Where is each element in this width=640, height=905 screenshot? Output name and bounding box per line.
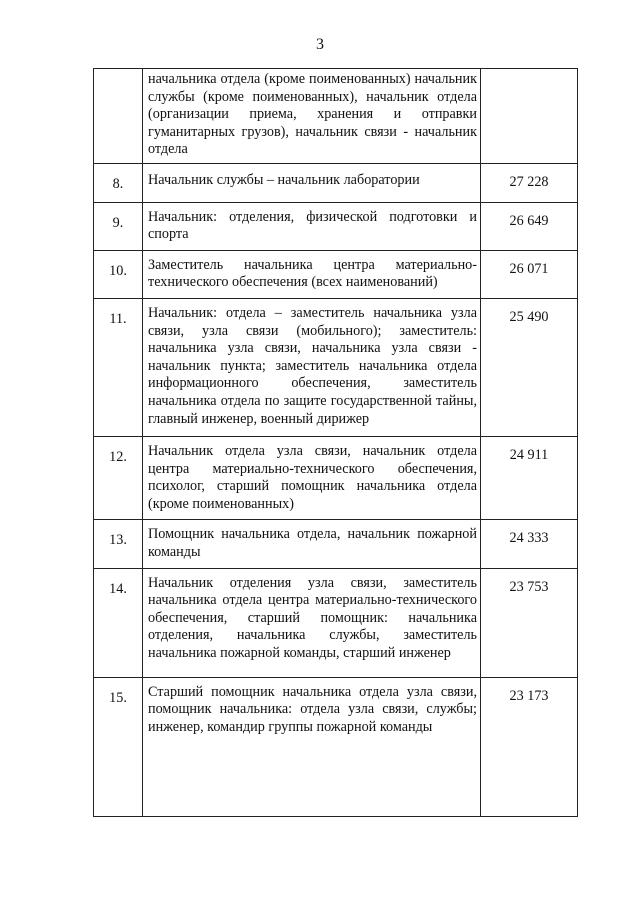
position-description: Начальник отделения узла связи, заместитель начальника отдела центра материально-технического обеспечения, старший помощник: начальника отделения, начальника службы, заместитель начальника пожарной команды, старший инженер	[143, 568, 481, 677]
salary-value: 27 228	[481, 163, 578, 202]
position-description: Начальник: отдела – заместитель начальника узла связи, узла связи (мобильного); заместитель: начальника узла связи, начальника узла связи - начальник пункта; заместитель начальника отдела информационного обеспечения, заместитель начальника отдела по защите государственной тайны, главный инженер, военный дирижер	[143, 298, 481, 436]
table-row	[94, 163, 578, 202]
table-row	[94, 69, 578, 164]
row-number: 14.	[94, 568, 143, 677]
table-row	[94, 677, 578, 816]
row-number: 11.	[94, 298, 143, 436]
table-row	[94, 437, 578, 520]
salary-value: 23 753	[481, 568, 578, 677]
row-number: 8.	[94, 163, 143, 202]
row-number	[94, 69, 143, 164]
position-description: начальника отдела (кроме поименованных) начальник службы (кроме поименованных), начальник отдела (организации приема, хранения и отправки гуманитарных грузов), начальник связи - начальник отдела	[143, 69, 481, 164]
page-number: 3	[316, 36, 324, 53]
position-description: Начальник отдела узла связи, начальник отдела центра материально-технического обеспечения, психолог, старший помощник начальника отдела (кроме поименованных)	[143, 437, 481, 520]
position-description: Помощник начальника отдела, начальник пожарной команды	[143, 520, 481, 568]
table-row	[94, 298, 578, 436]
row-number: 9.	[94, 202, 143, 250]
table-row	[94, 202, 578, 250]
salary-table	[93, 68, 578, 817]
salary-value: 24 333	[481, 520, 578, 568]
row-number: 12.	[94, 437, 143, 520]
position-description: Старший помощник начальника отдела узла связи, помощник начальника: отдела узла связи, службы; инженер, командир группы пожарной команды	[143, 677, 481, 816]
position-description: Заместитель начальника центра материально-технического обеспечения (всех наименований)	[143, 250, 481, 298]
position-description: Начальник: отделения, физической подготовки и спорта	[143, 202, 481, 250]
table-row	[94, 520, 578, 568]
row-number: 13.	[94, 520, 143, 568]
salary-value: 26 649	[481, 202, 578, 250]
salary-value: 23 173	[481, 677, 578, 816]
salary-value	[481, 69, 578, 164]
position-description: Начальник службы – начальник лаборатории	[143, 163, 481, 202]
row-number: 10.	[94, 250, 143, 298]
row-number: 15.	[94, 677, 143, 816]
table-row	[94, 568, 578, 677]
table-row	[94, 250, 578, 298]
salary-value: 25 490	[481, 298, 578, 436]
salary-value: 24 911	[481, 437, 578, 520]
salary-value: 26 071	[481, 250, 578, 298]
